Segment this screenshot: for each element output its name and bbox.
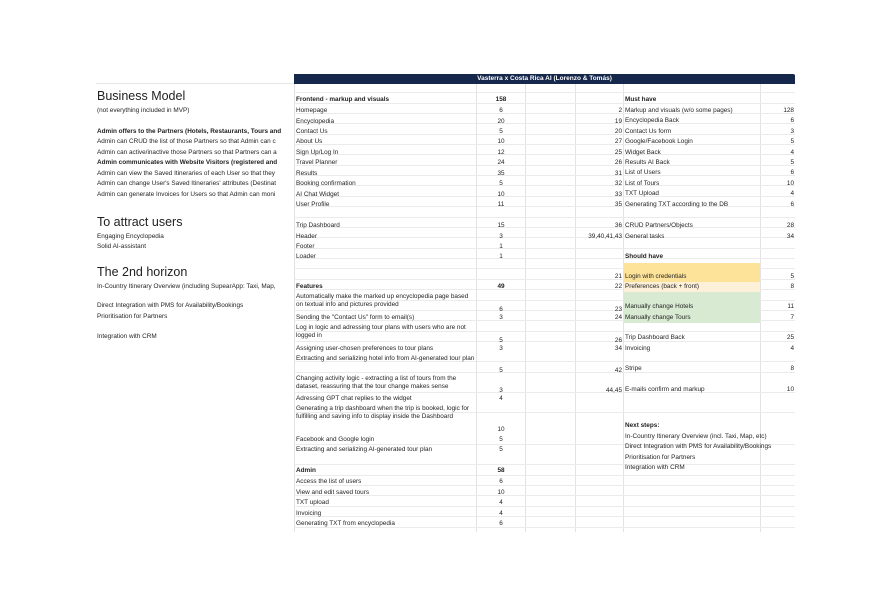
must-have-task[interactable]: List of Users xyxy=(625,169,661,177)
business-model-title[interactable]: Business Model xyxy=(97,89,186,103)
admin-task[interactable]: Invoicing xyxy=(296,509,322,517)
next-step-item[interactable]: Prioritisation for Partners xyxy=(625,453,696,461)
frontend-total[interactable]: 158 xyxy=(495,96,507,103)
admin-heading[interactable]: Admin xyxy=(296,467,316,474)
next-step-item[interactable]: Integration with CRM xyxy=(625,464,685,472)
attract-item[interactable]: Engaging Encyclopedia xyxy=(97,233,164,240)
feature-estimate[interactable]: 3 xyxy=(499,314,503,321)
horizon-item[interactable]: Direct Integration with PMS for Availability/Bookings xyxy=(97,302,244,309)
must-have-task[interactable]: List of Tours xyxy=(625,179,660,187)
second-horizon-title[interactable]: The 2nd horizon xyxy=(97,265,188,279)
feature-estimate[interactable]: 6 xyxy=(499,306,503,313)
task-id[interactable]: 44,45 xyxy=(606,387,622,394)
must-have-estimate[interactable]: 34 xyxy=(786,233,794,240)
should-have-estimate[interactable]: 8 xyxy=(790,283,794,290)
feature-estimate[interactable]: 3 xyxy=(499,345,503,352)
must-have-task[interactable]: Generating TXT according to the DB xyxy=(625,200,729,208)
frontend-task[interactable]: Sign Up/Log In xyxy=(296,149,339,156)
should-have-heading[interactable]: Should have xyxy=(625,253,663,260)
task-id[interactable]: 21 xyxy=(614,273,622,280)
features-heading[interactable]: Features xyxy=(296,283,323,290)
feature-task[interactable]: Extracting and serializing hotel info from AI-generated tour plan xyxy=(296,355,475,362)
horizon-item[interactable]: Prioritisation for Partners xyxy=(97,313,168,320)
must-have-task[interactable]: Markup and visuals (w/o some pages) xyxy=(625,107,733,114)
admin-total[interactable]: 58 xyxy=(497,467,505,474)
task-id[interactable]: 24 xyxy=(614,314,622,321)
feature-estimate[interactable]: 10 xyxy=(497,426,505,433)
task-id[interactable]: 23 xyxy=(614,306,622,313)
feature-estimate[interactable]: 5 xyxy=(499,367,503,374)
admin-estimate[interactable]: 10 xyxy=(497,488,505,496)
must-have-heading[interactable]: Must have xyxy=(625,96,657,103)
should-have-estimate[interactable]: 25 xyxy=(786,334,794,341)
frontend-estimate[interactable]: 10 xyxy=(497,138,505,145)
frontend-estimate[interactable]: 20 xyxy=(497,118,505,125)
must-have-estimate[interactable]: 10 xyxy=(786,179,794,187)
task-id[interactable]: 32 xyxy=(614,180,622,187)
must-have-estimate[interactable]: 6 xyxy=(790,117,794,125)
frontend-task[interactable]: User Profile xyxy=(296,201,330,208)
task-id[interactable]: 26 xyxy=(614,159,622,166)
next-step-item[interactable]: In-Country Itinerary Overview (incl. Taxi, Map, etc) xyxy=(625,433,767,440)
must-have-task[interactable]: General tasks xyxy=(625,233,665,240)
should-have-estimate[interactable]: 5 xyxy=(790,273,794,280)
frontend-task[interactable]: Encyclopedia xyxy=(296,118,335,125)
spreadsheet xyxy=(96,72,795,532)
must-have-task[interactable]: Results AI Back xyxy=(625,159,670,166)
task-id[interactable]: 34 xyxy=(614,345,622,352)
admin-estimate[interactable]: 4 xyxy=(499,509,503,517)
frontend-task[interactable]: About Us xyxy=(296,138,323,145)
must-have-estimate[interactable]: 3 xyxy=(790,127,794,135)
task-id[interactable]: 20 xyxy=(614,128,622,135)
task-id[interactable]: 2 xyxy=(618,107,622,114)
should-have-task[interactable]: Manually change Hotels xyxy=(625,303,694,310)
task-id[interactable]: 31 xyxy=(614,170,622,177)
must-have-task[interactable]: CRUD Partners/Objects xyxy=(625,222,693,229)
admin-task[interactable]: Access the list of users xyxy=(296,478,362,485)
task-id[interactable]: 39,40,41,43 xyxy=(588,233,622,240)
visitors-heading[interactable]: Admin communicates with Website Visitors (registered and xyxy=(97,159,278,166)
admin-estimate[interactable]: 6 xyxy=(499,478,503,485)
should-have-task[interactable]: Preferences (back + front) xyxy=(625,283,700,290)
feature-task[interactable]: Generating a trip dashboard when the trip is booked, logic for fulfilling and saving info to display inside the Dashboard xyxy=(296,405,470,420)
should-have-task[interactable]: Manually change Tours xyxy=(625,314,691,321)
grid-line xyxy=(294,516,795,517)
feature-estimate[interactable]: 3 xyxy=(499,387,503,394)
partners-heading[interactable]: Admin offers to the Partners (Hotels, Restaurants, Tours and xyxy=(97,128,282,135)
admin-task[interactable]: Generating TXT from encyclopedia xyxy=(296,520,395,527)
partners-item[interactable]: Admin can CRUD the list of those Partners so that Admin can c xyxy=(97,138,276,145)
visitors-item[interactable]: Admin can generate Invoices for Users so that Admin can moni xyxy=(97,191,276,198)
feature-task[interactable]: Adressing GPT chat replies to the widget xyxy=(296,395,412,402)
horizon-item[interactable]: Integration with CRM xyxy=(97,333,157,340)
frontend-estimate[interactable]: 12 xyxy=(497,149,505,156)
horizon-item[interactable]: In-Country Itinerary Overview (including SupearApp: Taxi, Map, xyxy=(97,283,276,290)
visitors-item[interactable]: Admin can change User's Saved Itineraries' attributes (Destinat xyxy=(97,180,276,187)
task-id[interactable]: 33 xyxy=(614,191,622,198)
should-have-estimate[interactable]: 11 xyxy=(787,303,794,310)
task-id[interactable]: 36 xyxy=(614,222,622,229)
feature-task[interactable]: Automatically make the marked up encyclopedia page based on textual info and pictures provided xyxy=(296,293,469,308)
frontend-estimate[interactable]: 5 xyxy=(499,128,503,135)
task-id[interactable]: 25 xyxy=(614,149,622,156)
feature-estimate[interactable]: 5 xyxy=(499,446,503,453)
frontend-task[interactable]: Footer xyxy=(296,243,315,250)
must-have-estimate[interactable]: 5 xyxy=(790,138,794,146)
frontend-estimate[interactable]: 10 xyxy=(497,191,505,198)
task-id[interactable]: 35 xyxy=(614,201,622,208)
features-total[interactable]: 49 xyxy=(497,283,505,290)
task-id[interactable]: 26 xyxy=(614,337,622,344)
frontend-estimate[interactable]: 24 xyxy=(497,159,505,166)
must-have-estimate[interactable]: 4 xyxy=(790,148,794,156)
frontend-estimate[interactable]: 6 xyxy=(499,107,503,114)
partners-item[interactable]: Admin can active/inactive those Partners so that Partners can a xyxy=(97,149,277,156)
must-have-estimate[interactable]: 6 xyxy=(790,200,794,208)
frontend-task[interactable]: Results xyxy=(296,170,318,177)
frontend-estimate[interactable]: 15 xyxy=(497,222,505,229)
should-have-task[interactable]: Login with credentials xyxy=(625,273,687,280)
admin-estimate[interactable]: 6 xyxy=(499,520,503,527)
grid-line xyxy=(294,485,795,486)
frontend-estimate[interactable]: 1 xyxy=(499,243,503,250)
must-have-estimate[interactable]: 6 xyxy=(790,169,794,177)
must-have-task[interactable]: Google/Facebook Login xyxy=(625,138,693,146)
must-have-task[interactable]: Contact Us form xyxy=(625,127,672,135)
feature-estimate[interactable]: 5 xyxy=(499,436,503,443)
task-id[interactable]: 27 xyxy=(614,138,622,145)
frontend-task[interactable]: AI Chat Widget xyxy=(296,191,339,198)
admin-task[interactable]: TXT upload xyxy=(296,499,329,506)
frontend-estimate[interactable]: 35 xyxy=(497,170,505,177)
grid-line xyxy=(294,217,795,218)
feature-task[interactable]: Sending the "Contact Us" form to email(s) xyxy=(296,314,415,321)
frontend-estimate[interactable]: 5 xyxy=(499,180,503,187)
should-have-task[interactable]: E-mails confirm and markup xyxy=(625,386,705,393)
frontend-task[interactable]: Booking confirmation xyxy=(296,180,356,187)
frontend-estimate[interactable]: 11 xyxy=(497,201,505,208)
must-have-task[interactable]: Encyclopedia Back xyxy=(625,117,679,125)
grid-line xyxy=(294,475,795,476)
feature-task[interactable]: Assigning user-chosen preferences to tour plans xyxy=(296,345,434,352)
attract-users-title[interactable]: To attract users xyxy=(97,215,183,229)
frontend-task[interactable]: Travel Planner xyxy=(296,159,338,166)
should-have-estimate[interactable]: 8 xyxy=(790,365,794,372)
must-have-task[interactable]: Widget Back xyxy=(625,148,661,156)
frontend-estimate[interactable]: 1 xyxy=(499,253,503,260)
frontend-heading[interactable]: Frontend - markup and visuals xyxy=(296,96,390,103)
must-have-estimate[interactable]: 28 xyxy=(786,222,794,229)
grid-line xyxy=(294,495,795,496)
business-model-subtitle[interactable]: (not everything included in MVP) xyxy=(97,107,190,114)
task-id[interactable]: 19 xyxy=(614,118,622,125)
frontend-estimate[interactable]: 3 xyxy=(499,233,503,240)
task-id[interactable]: 22 xyxy=(614,283,622,290)
grid-line xyxy=(294,506,795,507)
frontend-task[interactable]: Contact Us xyxy=(296,128,328,135)
feature-estimate[interactable]: 5 xyxy=(499,337,503,344)
frontend-task[interactable]: Trip Dashboard xyxy=(296,222,340,229)
should-have-task[interactable]: Trip Dashboard Back xyxy=(625,334,685,341)
frontend-task[interactable]: Header xyxy=(296,233,317,240)
should-have-estimate[interactable]: 7 xyxy=(790,314,794,321)
must-have-task[interactable]: TXT Upload xyxy=(625,190,659,198)
must-have-estimate[interactable]: 128 xyxy=(783,107,794,114)
next-step-item[interactable]: Direct Integration with PMS for Availability/Bookings xyxy=(625,443,772,451)
task-id[interactable]: 42 xyxy=(614,367,622,374)
visitors-item[interactable]: Admin can view the Saved Itineraries of each User so that they xyxy=(97,170,275,177)
admin-task[interactable]: View and edit saved tours xyxy=(296,488,370,496)
must-have-estimate[interactable]: 4 xyxy=(790,190,794,198)
grid-line xyxy=(294,92,795,93)
frontend-task[interactable]: Homepage xyxy=(296,107,328,114)
must-have-estimate[interactable]: 5 xyxy=(790,159,794,166)
feature-task[interactable]: Changing activity logic - extracting a list of tours from the dataset, reassuring that the tour change makes sense xyxy=(296,375,457,390)
should-have-estimate[interactable]: 10 xyxy=(786,386,794,393)
feature-estimate[interactable]: 4 xyxy=(499,395,503,402)
feature-task[interactable]: Extracting and serializing AI-generated tour plan xyxy=(296,446,433,453)
should-have-task[interactable]: Invoicing xyxy=(625,345,651,352)
next-steps-heading[interactable]: Next steps: xyxy=(625,422,660,429)
empty-header-cell[interactable] xyxy=(96,74,294,84)
sheet-banner[interactable]: Vasterra x Costa Rica AI (Lorenzo & Tomás) xyxy=(294,74,795,84)
feature-task[interactable]: Facebook and Google login xyxy=(296,436,375,443)
frontend-task[interactable]: Loader xyxy=(296,253,316,260)
attract-item[interactable]: Solid AI-assistant xyxy=(97,243,147,250)
admin-estimate[interactable]: 4 xyxy=(499,499,503,506)
should-have-estimate[interactable]: 4 xyxy=(790,345,794,352)
should-have-task[interactable]: Stripe xyxy=(625,365,642,372)
feature-task[interactable]: Log in logic and adressing tour plans with users who are not logged in xyxy=(296,324,466,339)
